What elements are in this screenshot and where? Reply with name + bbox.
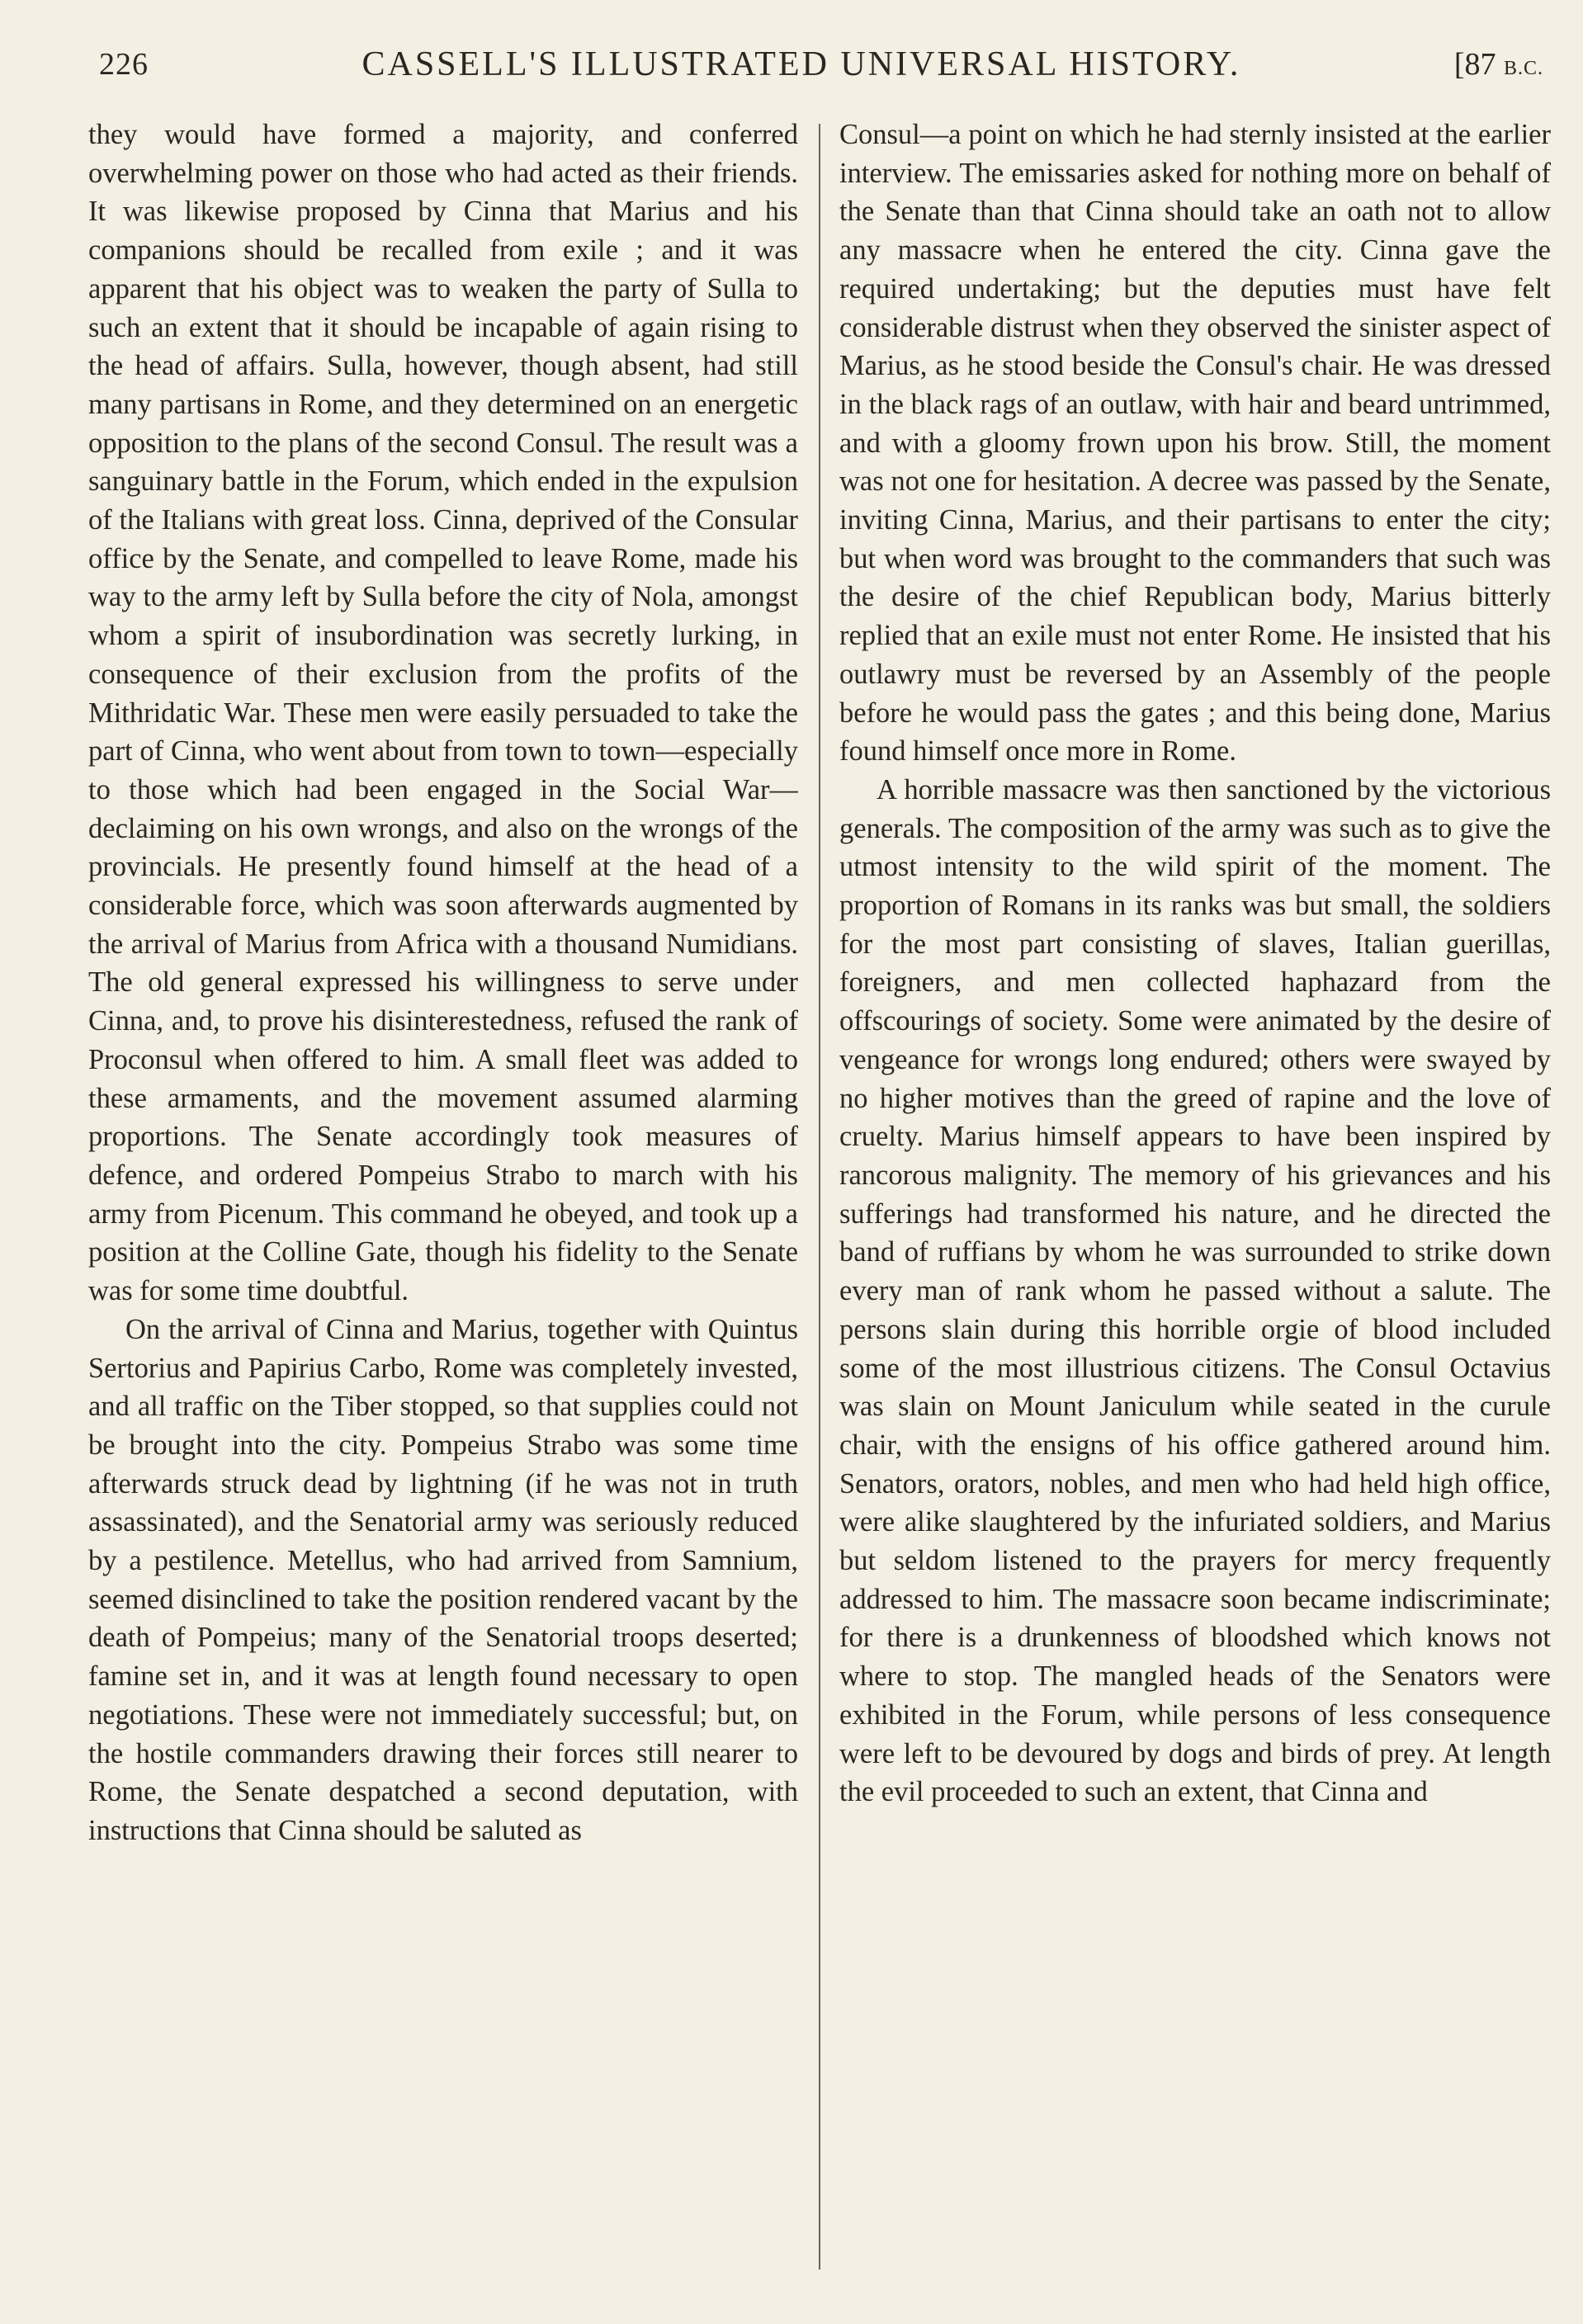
- paragraph: On the arrival of Cinna and Marius, together with Quintus Sertorius and Papirius Carbo, Rome was completely invested, and all traffic on the Tiber stopped, so that supplies could not be brought into the city. Pompeius Strabo was some time afterwards struck dead by lightning (if he was not in truth assassinated), and the Senatorial army was seriously reduced by a pestilence. Metellus, who had arrived from Samnium, seemed disinclined to take the position rendered vacant by the death of Pompeius; many of the Senatorial troops deserted; famine set in, and it was at length found necessary to open negotiations. These were not immediately successful; but, on the hostile commanders drawing their forces still nearer to Rome, the Senate despatched a second deputation, with instructions that Cinna should be saluted as: [88, 1313, 798, 1846]
- page-number: 226: [99, 47, 149, 82]
- date-reference: [1454, 46, 1543, 83]
- right-column: [839, 116, 1551, 2278]
- left-column: [88, 116, 798, 2278]
- column-divider: [819, 124, 820, 2270]
- running-title: CASSELL'S ILLUSTRATED UNIVERSAL HISTORY.: [361, 45, 1241, 83]
- date-era: B.C.: [1503, 58, 1543, 79]
- paragraph: A horrible massacre was then sanctioned by the victorious generals. The composition of the army was such as to give the utmost intensity to the wild spirit of the moment. The proportion of Romans in its ranks was but small, the soldiers for the most part consisting of slaves, Italian guerillas, foreigners, and men collected haphazard from the offscourings of society. Some were animated by the desire of vengeance for wrongs long endured; others were swayed by no higher motives than the greed of rapine and the love of cruelty. Marius himself appears to have been inspired by rancorous malignity. The memory of his grievances and his sufferings had transformed his nature, and he directed the band of ruffians by whom he was surrounded to strike down every man of rank whom he passed without a salute. The persons slain during this horrible orgie of blood included some of the most illustrious citizens. The Consul Octavius was slain on Mount Janiculum while seated in the curule chair, with the ensigns of his office gathered around him. Senators, orators, nobles, and men who had held high office, were alike slaughtered by the infuriated soldiers, and Marius but seldom listened to the prayers for mercy frequently addressed to him. The massacre soon became indiscriminate; for there is a drunkenness of bloodshed which knows not where to stop. The mangled heads of the Senators were exhibited in the Forum, while persons of less consequence were left to be devoured by dogs and birds of prey. At length the evil proceeded to such an extent, that Cinna and: [839, 773, 1551, 1808]
- page-header: [99, 40, 1543, 89]
- paragraph: they would have formed a majority, and conferred overwhelming power on those who had acted as their friends. It was likewise proposed by Cinna that Marius and his companions should be recalled from exile ; and it was apparent that his object was to weaken the party of Sulla to such an extent that it should be incapable of again rising to the head of affairs. Sulla, however, though absent, had still many partisans in Rome, and they determined on an energetic opposition to the plans of the second Consul. The result was a sanguinary battle in the Forum, which ended in the expulsion of the Italians with great loss. Cinna, deprived of the Consular office by the Senate, and compelled to leave Rome, made his way to the army left by Sulla before the city of Nola, amongst whom a spirit of insubordination was secretly lurking, in consequence of their exclusion from the profits of the Mithridatic War. These men were easily persuaded to take the part of Cinna, who went about from town to town—especially to those which had been engaged in the Social War—declaiming on his own wrongs, and also on the wrongs of the provincials. He presently found himself at the head of a considerable force, which was soon afterwards augmented by the arrival of Marius from Africa with a thousand Numidians. The old general expressed his willingness to serve under Cinna, and, to prove his disinterestedness, refused the rank of Proconsul when offered to him. A small fleet was added to these armaments, and the movement assumed alarming proportions. The Senate accordingly took measures of defence, and ordered Pompeius Strabo to march with his army from Picenum. This command he obeyed, and took up a position at the Colline Gate, though his fidelity to the Senate was for some time doubtful.: [88, 119, 798, 1307]
- paragraph: Consul—a point on which he had sternly insisted at the earlier interview. The emissaries asked for nothing more on behalf of the Senate than that Cinna should take an oath not to allow any massacre when he entered the city. Cinna gave the required undertaking; but the deputies must have felt considerable distrust when they observed the sinister aspect of Marius, as he stood beside the Consul's chair. He was dressed in the black rags of an outlaw, with hair and beard untrimmed, and with a gloomy frown upon his brow. Still, the moment was not one for hesitation. A decree was passed by the Senate, inviting Cinna, Marius, and their partisans to enter the city; but when word was brought to the commanders that such was the desire of the chief Republican body, Marius bitterly replied that an exile must not enter Rome. He insisted that his outlawry must be reversed by an Assembly of the people before he would pass the gates ; and this being done, Marius found himself once more in Rome.: [839, 119, 1551, 768]
- date-year: [87: [1453, 47, 1496, 82]
